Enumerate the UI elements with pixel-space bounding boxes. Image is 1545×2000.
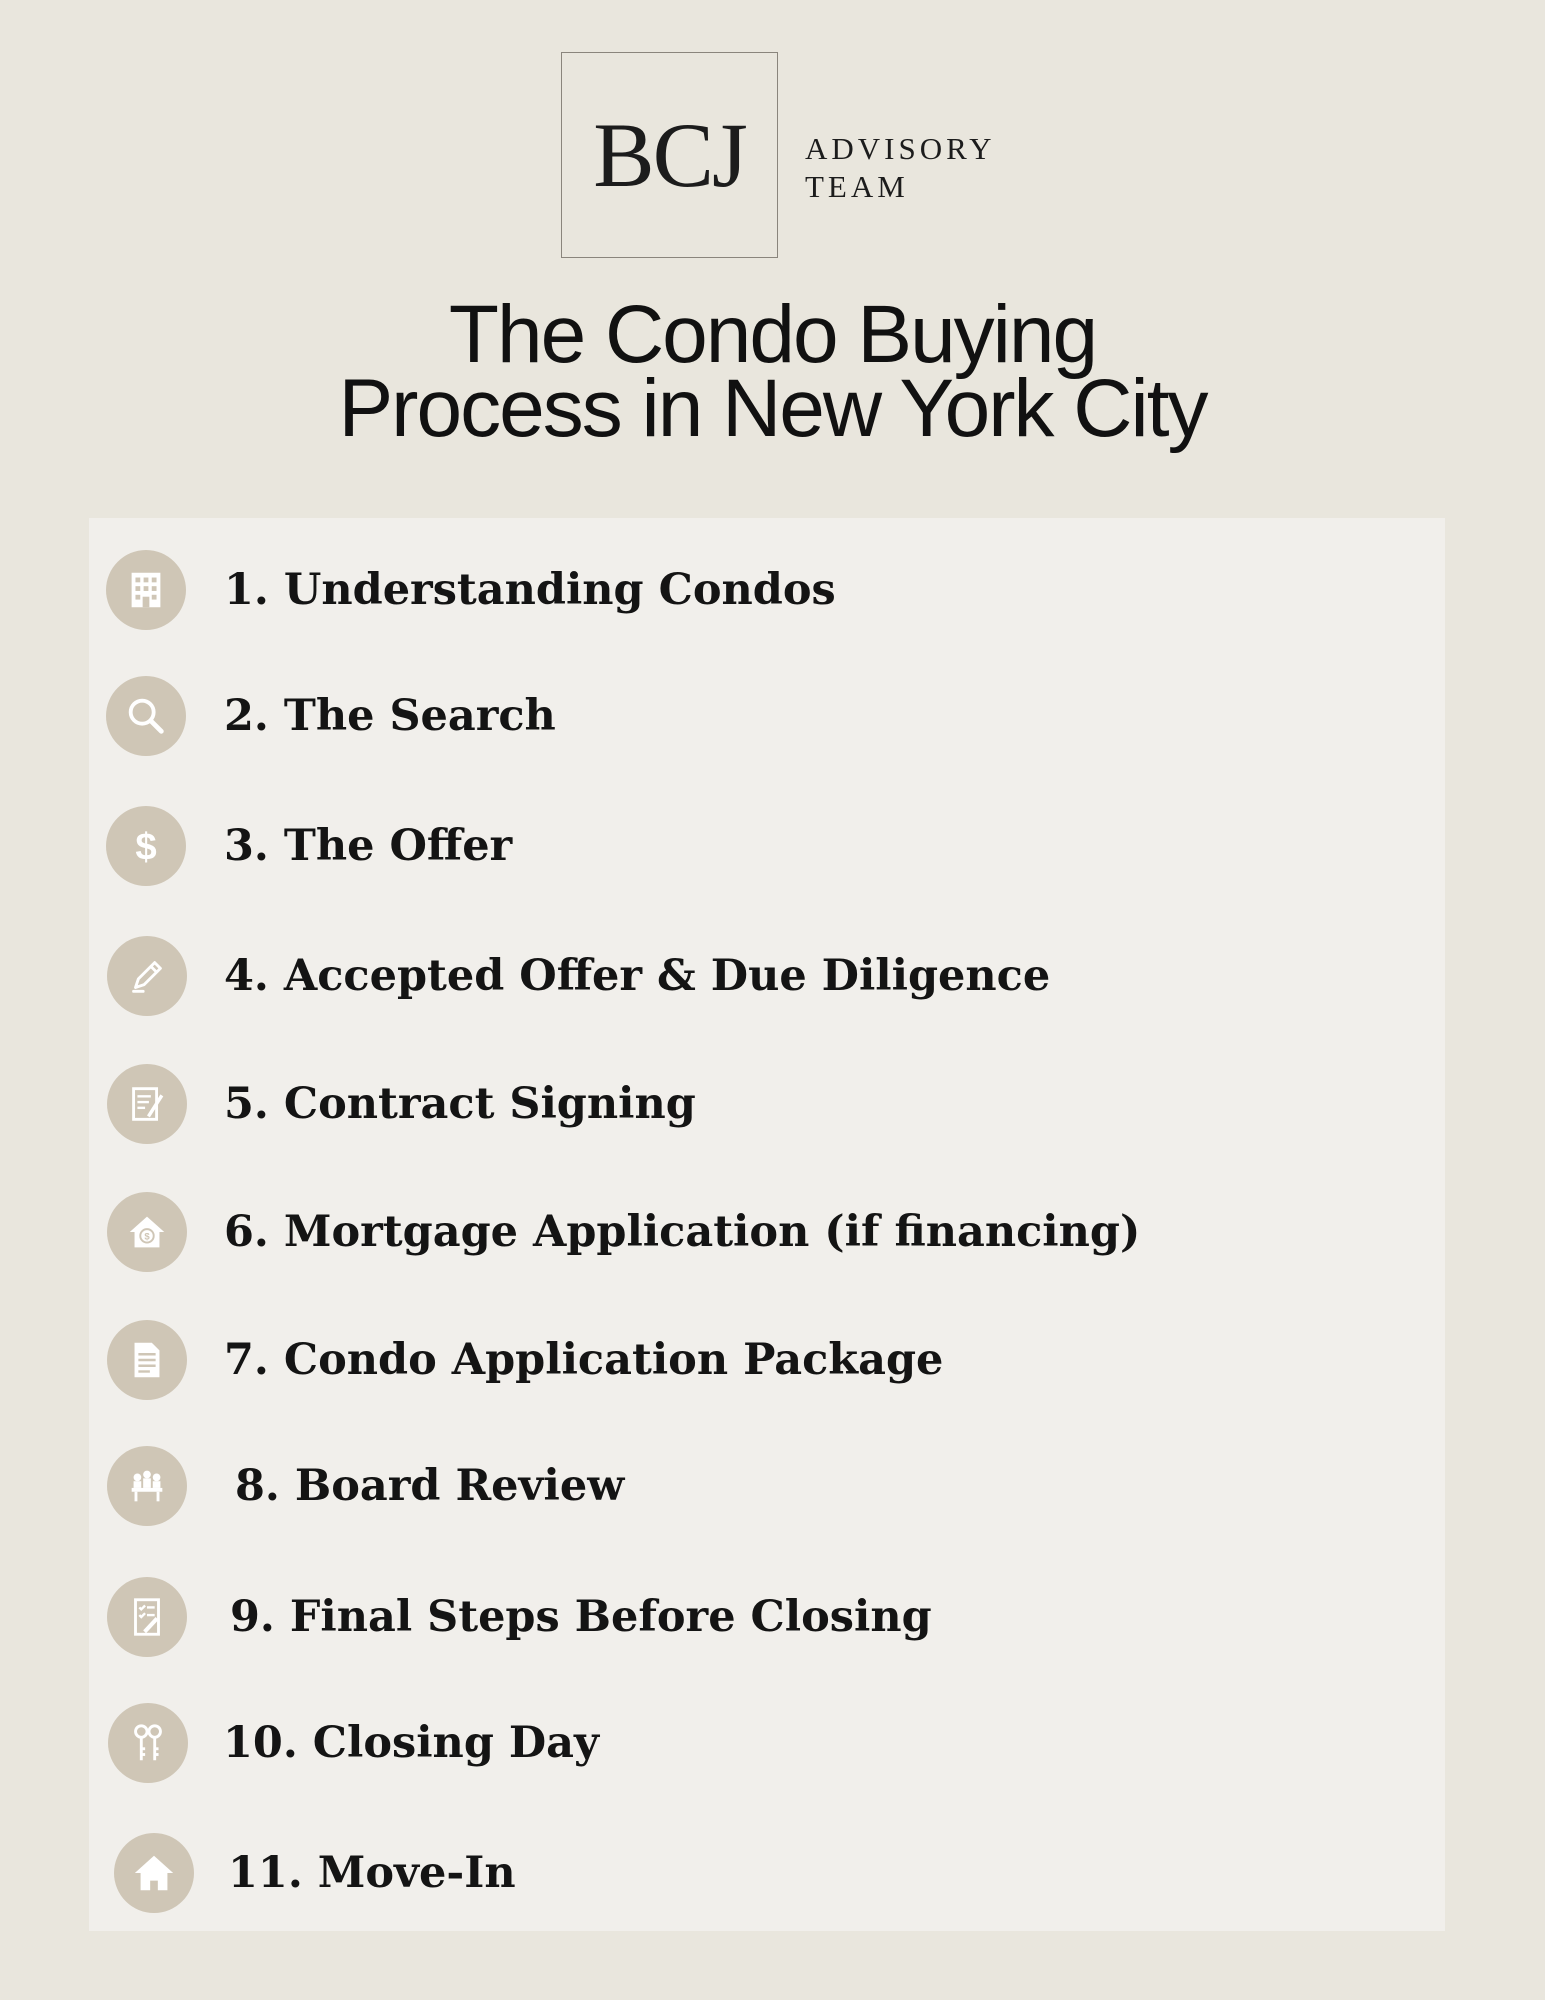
- svg-text:$: $: [135, 825, 157, 869]
- step-6: [107, 1192, 1141, 1272]
- step-label: 11. Move-In: [228, 1848, 516, 1898]
- search-icon: [106, 676, 186, 756]
- step-7: [107, 1320, 944, 1400]
- dollar-icon: [106, 806, 186, 886]
- building-icon: [106, 550, 186, 630]
- logo-line-1: ADVISORY: [805, 131, 996, 166]
- step-2: [106, 676, 556, 756]
- pencil-icon: [107, 936, 187, 1016]
- home-icon: [114, 1833, 194, 1913]
- step-label: 7. Condo Application Package: [224, 1335, 944, 1385]
- step-1: [106, 550, 836, 630]
- logo-box: [561, 52, 778, 258]
- step-label: 8. Board Review: [235, 1461, 625, 1511]
- logo-monogram: BCJ: [593, 104, 746, 206]
- meeting-icon: [107, 1446, 187, 1526]
- house-dollar-icon: [107, 1192, 187, 1272]
- step-label: 5. Contract Signing: [224, 1079, 696, 1129]
- step-label: 4. Accepted Offer & Due Diligence: [224, 951, 1051, 1001]
- steps-panel: [89, 518, 1445, 1931]
- step-label: 1. Understanding Condos: [224, 565, 836, 615]
- logo-line-2: TEAM: [805, 169, 909, 204]
- step-label: 6. Mortgage Application (if financing): [224, 1207, 1141, 1257]
- page-title: [0, 289, 1545, 454]
- contract-icon: [107, 1064, 187, 1144]
- step-8: [107, 1446, 625, 1526]
- logo-subtitle: [805, 130, 995, 206]
- documents-icon: [107, 1320, 187, 1400]
- step-label: 10. Closing Day: [223, 1718, 599, 1768]
- title-line-2: Process in New York City: [338, 363, 1207, 454]
- step-10: [108, 1703, 599, 1783]
- step-3: [106, 806, 513, 886]
- step-11: [114, 1833, 516, 1913]
- step-label: 3. The Offer: [224, 821, 513, 871]
- step-9: [107, 1577, 932, 1657]
- svg-text:$: $: [144, 1231, 150, 1243]
- step-4: [107, 936, 1051, 1016]
- keys-icon: [108, 1703, 188, 1783]
- checklist-icon: [107, 1577, 187, 1657]
- step-label: 2. The Search: [224, 691, 556, 741]
- step-label: 9. Final Steps Before Closing: [230, 1592, 932, 1642]
- step-5: [107, 1064, 696, 1144]
- title-line-1: The Condo Buying: [448, 289, 1097, 380]
